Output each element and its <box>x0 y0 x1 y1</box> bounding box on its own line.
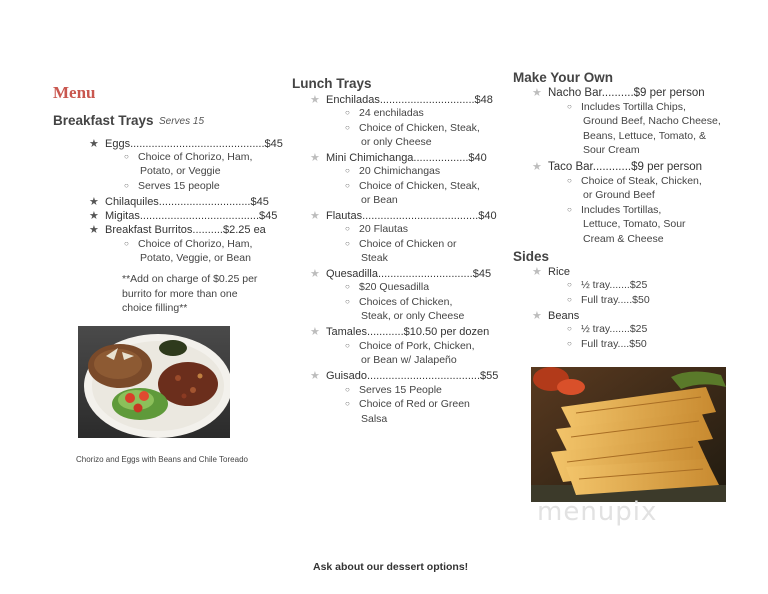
item-label: Mini Chimichanga..................$40 <box>326 152 487 164</box>
eggs-choice <box>124 151 252 163</box>
circle-bullet-icon: ○ <box>345 181 350 190</box>
sub-text: 20 Chimichangas <box>359 165 441 177</box>
tamales-choice <box>345 340 475 352</box>
circle-bullet-icon: ○ <box>567 176 572 185</box>
chimi-count <box>345 165 440 177</box>
item-label: Nacho Bar..........$9 per person <box>548 87 705 99</box>
sub-text: Serves 15 people <box>138 180 220 192</box>
menu-item-enchiladas <box>310 93 493 106</box>
star-icon: ★ <box>89 196 99 208</box>
taco-includes-2: Lettuce, Tomato, Sour <box>583 218 686 230</box>
taco-includes-3: Cream & Cheese <box>583 233 664 245</box>
menu-title: Menu <box>53 83 96 102</box>
item-label: Eggs............................................$45 <box>105 138 283 150</box>
sub-text: Choice of Chicken, Steak, <box>359 122 480 134</box>
circle-bullet-icon: ○ <box>567 102 572 111</box>
burritos-choice <box>124 238 252 250</box>
rice-full <box>567 294 650 306</box>
sub-text: Includes Tortillas, <box>581 204 662 216</box>
guisado-choice-cont: Salsa <box>361 413 388 425</box>
side-item-beans <box>532 309 579 322</box>
eggs-serves <box>124 180 220 192</box>
item-label: Chilaquiles..............................$45 <box>105 196 269 208</box>
star-icon: ★ <box>532 87 542 99</box>
flautas-choice-cont: Steak <box>361 252 388 264</box>
menu-item-tamales <box>310 325 489 338</box>
lunch-heading: Lunch Trays <box>292 76 372 91</box>
sub-text: 24 enchiladas <box>359 107 424 119</box>
circle-bullet-icon: ○ <box>567 280 572 289</box>
star-icon: ★ <box>310 152 320 164</box>
menu-item-nacho-bar <box>532 86 705 99</box>
circle-bullet-icon: ○ <box>124 239 129 248</box>
circle-bullet-icon: ○ <box>567 205 572 214</box>
star-icon: ★ <box>89 138 99 150</box>
star-icon: ★ <box>532 161 542 173</box>
item-label: Breakfast Burritos..........$2.25 ea <box>105 224 266 236</box>
burrito-note-2: burrito for more than one <box>122 288 238 300</box>
watermark-logo: menupix <box>537 497 658 527</box>
star-icon: ★ <box>310 268 320 280</box>
sides-heading: Sides <box>513 249 550 264</box>
flautas-count <box>345 223 408 235</box>
menu-item-migitas <box>89 209 277 222</box>
circle-bullet-icon: ○ <box>345 239 350 248</box>
star-icon: ★ <box>89 224 99 236</box>
sub-text: Choice of Chicken, Steak, <box>359 180 480 192</box>
nacho-includes <box>567 101 686 113</box>
side-item-rice <box>532 265 570 278</box>
star-icon: ★ <box>310 370 320 382</box>
ques-choice <box>345 296 452 308</box>
circle-bullet-icon: ○ <box>345 123 350 132</box>
food-photo-tamales <box>531 367 726 502</box>
nacho-includes-4: Sour Cream <box>583 144 640 156</box>
nacho-includes-3: Beans, Lettuce, Tomato, & <box>583 130 706 142</box>
enchiladas-choice <box>345 122 480 134</box>
circle-bullet-icon: ○ <box>345 282 350 291</box>
taco-includes <box>567 204 661 216</box>
item-label: Enchiladas...............................$48 <box>326 94 493 106</box>
star-icon: ★ <box>532 310 542 322</box>
guisado-serves <box>345 384 442 396</box>
star-icon: ★ <box>310 326 320 338</box>
ques-price <box>345 281 429 293</box>
menu-item-taco-bar <box>532 160 702 173</box>
burrito-note-3: choice filling** <box>122 302 188 314</box>
menu-item-quesadilla <box>310 267 491 280</box>
make-your-own-heading: Make Your Own <box>513 70 614 85</box>
item-label: Beans <box>548 310 580 322</box>
sub-text: Choice of Steak, Chicken, <box>581 175 702 187</box>
taco-choice <box>567 175 702 187</box>
menu-item-guisado <box>310 369 498 382</box>
circle-bullet-icon: ○ <box>567 339 572 348</box>
sub-text: Full tray....$50 <box>581 338 647 350</box>
circle-bullet-icon: ○ <box>345 166 350 175</box>
dessert-note: Ask about our dessert options! <box>313 561 469 573</box>
sub-text: Choice of Red or Green <box>359 398 470 410</box>
circle-bullet-icon: ○ <box>345 108 350 117</box>
menu-item-burritos <box>89 223 266 236</box>
item-label: Taco Bar............$9 per person <box>548 161 703 173</box>
menu-item-chilaquiles <box>89 195 269 208</box>
nacho-includes-2: Ground Beef, Nacho Cheese, <box>583 115 721 127</box>
sub-text: ½ tray.......$25 <box>581 323 648 335</box>
sub-text: ½ tray.......$25 <box>581 279 648 291</box>
sub-text: Choice of Pork, Chicken, <box>359 340 475 352</box>
enchiladas-count <box>345 107 424 119</box>
item-label: Quesadilla...............................$45 <box>326 268 492 280</box>
menu-item-eggs <box>89 137 283 150</box>
ques-choice-cont: Steak, or only Cheese <box>361 310 465 322</box>
sub-text: Choice of Chorizo, Ham, <box>138 151 253 163</box>
circle-bullet-icon: ○ <box>345 399 350 408</box>
breakfast-heading-text: Breakfast Trays <box>53 113 154 128</box>
burritos-choice-cont: Potato, Veggie, or Bean <box>140 252 251 264</box>
item-label: Tamales............$10.50 per dozen <box>326 326 490 338</box>
sub-text: Full tray.....$50 <box>581 294 650 306</box>
circle-bullet-icon: ○ <box>345 297 350 306</box>
plate-illustration <box>78 326 230 438</box>
tamales-illustration <box>531 367 726 502</box>
item-label: Rice <box>548 266 571 278</box>
sub-text: Serves 15 People <box>359 384 442 396</box>
photo-caption: Chorizo and Eggs with Beans and Chile Toreado <box>76 455 248 464</box>
rice-half <box>567 279 647 291</box>
star-icon: ★ <box>310 94 320 106</box>
circle-bullet-icon: ○ <box>124 152 129 161</box>
tamales-choice-cont: or Bean w/ Jalapeño <box>361 354 457 366</box>
star-icon: ★ <box>89 210 99 222</box>
burrito-note-1: **Add on charge of $0.25 per <box>122 273 258 285</box>
item-label: Guisado.....................................$55 <box>326 370 499 382</box>
chimi-choice-cont: or Bean <box>361 194 398 206</box>
beans-full <box>567 338 647 350</box>
sub-text: Choice of Chicken or <box>359 238 457 250</box>
item-label: Migitas.......................................$45 <box>105 210 278 222</box>
sub-text: $20 Quesadilla <box>359 281 430 293</box>
enchiladas-choice-cont: or only Cheese <box>361 136 432 148</box>
star-icon: ★ <box>532 266 542 278</box>
circle-bullet-icon: ○ <box>124 181 129 190</box>
sub-text: 20 Flautas <box>359 223 409 235</box>
circle-bullet-icon: ○ <box>567 295 572 304</box>
breakfast-serves: Serves 15 <box>159 116 205 127</box>
chimi-choice <box>345 180 480 192</box>
breakfast-heading <box>53 113 154 128</box>
flautas-choice <box>345 238 456 250</box>
beans-half <box>567 323 647 335</box>
item-label: Flautas......................................$40 <box>326 210 497 222</box>
circle-bullet-icon: ○ <box>345 385 350 394</box>
sub-text: Choices of Chicken, <box>359 296 453 308</box>
eggs-choice-cont: Potato, or Veggie <box>140 165 221 177</box>
guisado-choice <box>345 398 470 410</box>
food-photo-chorizo-eggs <box>78 326 230 438</box>
circle-bullet-icon: ○ <box>345 224 350 233</box>
circle-bullet-icon: ○ <box>567 324 572 333</box>
sub-text: Includes Tortilla Chips, <box>581 101 686 113</box>
menu-item-flautas <box>310 209 497 222</box>
menu-item-chimichanga <box>310 151 487 164</box>
circle-bullet-icon: ○ <box>345 341 350 350</box>
sub-text: Choice of Chorizo, Ham, <box>138 238 253 250</box>
star-icon: ★ <box>310 210 320 222</box>
taco-choice-cont: or Ground Beef <box>583 189 655 201</box>
